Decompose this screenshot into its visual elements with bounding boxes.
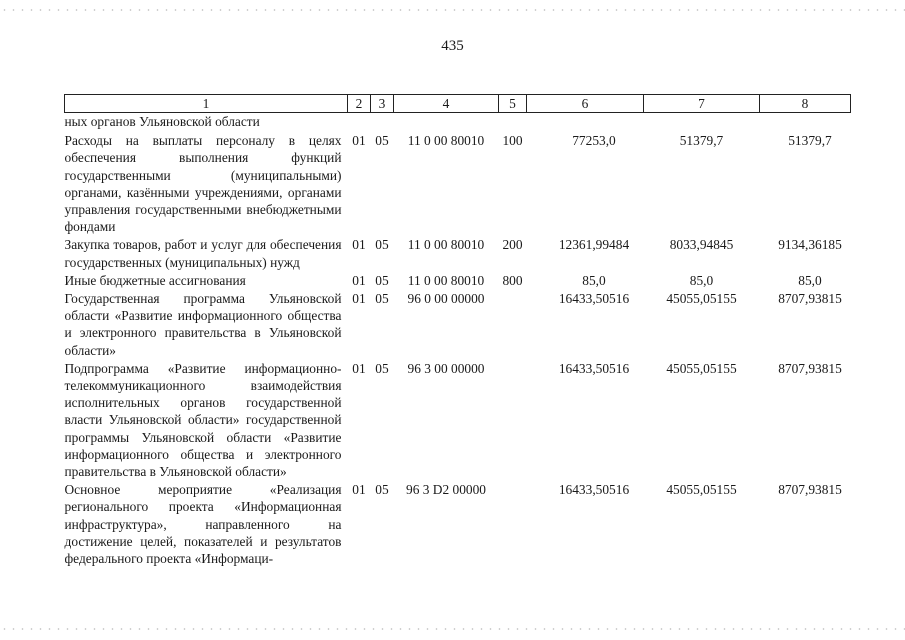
scan-noise-bottom (0, 628, 905, 630)
column-header-4: 4 (394, 95, 499, 113)
column-header-3: 3 (371, 95, 394, 113)
row-amount-6: 16433,50516 (558, 482, 630, 498)
row-name: Подпрограмма «Развитие информационно-телекоммуникационного взаимодействия исполнительных органов государственной власти Ульяновской области» государственной программы Ульяновской области «Развитие информационного общества и электронного правительства в Ульяновской области» (64, 360, 342, 480)
row-name: Закупка товаров, работ и услуг для обеспечения государственных (муниципальных) нужд (64, 237, 342, 270)
row-expense-type: 100 (502, 133, 523, 149)
row-amount-7: 85,0 (689, 272, 714, 288)
row-amount-8: 9134,36185 (778, 237, 842, 253)
row-name: Государственная программа Ульяновской области «Развитие информационного общества и электронного правительства в Ульяновской области» (64, 291, 342, 358)
continuation-row (65, 113, 851, 132)
row-name: Расходы на выплаты персоналу в целях обеспечения выполнения функций государственными (муниципальными) органами, казёнными учреждениями, органами управления государственными внебюджетными фондами (64, 133, 342, 235)
row-amount-6: 16433,50516 (558, 291, 630, 307)
column-header-2: 2 (348, 95, 371, 113)
row-amount-7: 45055,05155 (666, 360, 737, 376)
row-section: 01 (352, 133, 366, 149)
scan-noise-top (0, 9, 905, 11)
row-amount-6: 12361,99484 (558, 237, 630, 253)
row-section: 01 (352, 482, 366, 498)
row-target-code: 11 0 00 80010 (407, 272, 485, 288)
column-header-6: 6 (527, 95, 644, 113)
row-amount-7: 51379,7 (679, 133, 724, 149)
budget-table (64, 94, 851, 567)
row-amount-7: 8033,94845 (669, 237, 734, 253)
row-subsection: 05 (375, 237, 389, 253)
row-target-code: 96 0 00 00000 (407, 291, 485, 307)
row-expense-type: 800 (502, 272, 523, 288)
row-amount-8: 8707,93815 (778, 482, 842, 498)
row-amount-6: 77253,0 (572, 133, 616, 149)
row-subsection: 05 (375, 272, 389, 288)
row-amount-6: 16433,50516 (558, 360, 630, 376)
row-amount-8: 85,0 (798, 272, 822, 288)
row-section: 01 (352, 291, 366, 307)
column-header-8: 8 (760, 95, 851, 113)
table-row (65, 480, 851, 567)
row-subsection: 05 (375, 133, 389, 149)
column-header-7: 7 (644, 95, 760, 113)
row-expense-type: 200 (502, 237, 523, 253)
column-header-1: 1 (65, 95, 348, 113)
row-target-code: 96 3 00 00000 (407, 360, 485, 376)
continuation-text: ных органов Ульяновской области (64, 114, 260, 129)
page-number: 435 (441, 38, 464, 54)
row-expense-type (499, 359, 527, 480)
table-row (65, 235, 851, 270)
table-row (65, 359, 851, 480)
row-amount-7: 45055,05155 (666, 291, 737, 307)
row-target-code: 11 0 00 80010 (407, 133, 485, 149)
row-target-code: 11 0 00 80010 (407, 237, 485, 253)
row-section: 01 (352, 360, 366, 376)
row-expense-type (499, 289, 527, 359)
row-subsection: 05 (375, 291, 389, 307)
row-amount-6: 85,0 (582, 272, 606, 288)
row-amount-8: 51379,7 (788, 133, 832, 149)
row-subsection: 05 (375, 360, 389, 376)
row-expense-type (499, 480, 527, 567)
row-amount-7: 45055,05155 (666, 482, 737, 498)
row-name: Основное мероприятие «Реализация регионального проекта «Информационная инфраструктура», направленного на достижение целей, показателей и результатов федерального проекта «Информаци- (64, 482, 342, 567)
table-row (65, 271, 851, 289)
table-row (65, 289, 851, 359)
row-amount-8: 8707,93815 (778, 360, 842, 376)
row-section: 01 (352, 237, 366, 253)
row-section: 01 (352, 272, 366, 288)
row-target-code: 96 3 D2 00000 (406, 482, 486, 498)
row-amount-8: 8707,93815 (778, 291, 842, 307)
header-row (65, 95, 851, 113)
row-subsection: 05 (375, 482, 389, 498)
row-name: Иные бюджетные ассигнования (64, 272, 246, 288)
table-row (65, 131, 851, 235)
column-header-5: 5 (499, 95, 527, 113)
